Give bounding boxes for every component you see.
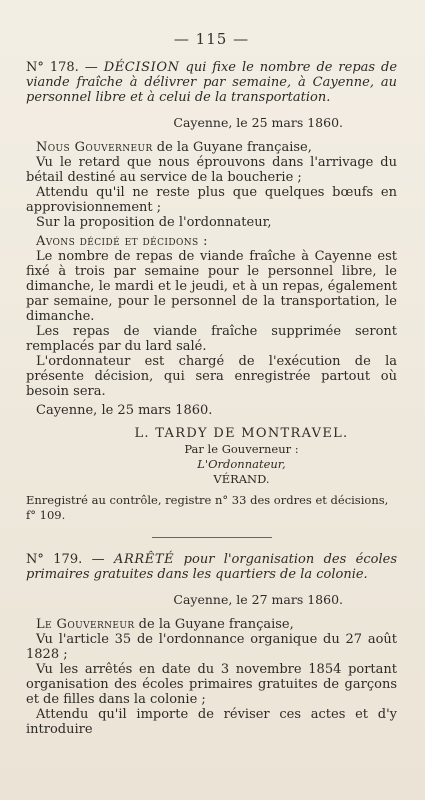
- page-number: — 115 —: [173, 30, 250, 48]
- entry-179-preamble-rest: de la Guyane française,: [134, 617, 294, 632]
- section-divider: [152, 537, 272, 538]
- entry-178-article-3: L'ordonnateur est chargé de l'exécution de la présente décision, qui sera enregistrée partout où besoin sera.: [26, 354, 397, 399]
- entry-178-signature-role: L'Ordonnateur,: [197, 457, 286, 471]
- entry-178-title: DÉCISION: [103, 60, 180, 75]
- entry-178-preamble-caps: Nous Gouverneur: [36, 140, 153, 155]
- entry-179-dash: —: [82, 552, 115, 567]
- entry-178-subject: qui fixe le nombre de repas de viande fraîche à délivrer par semaine, à Cayenne, au personnel libre et à celui de la transportation.: [26, 60, 398, 105]
- entry-178-register-note: Enregistré au contrôle, registre n° 33 des ordres et décisions, f° 109.: [26, 493, 389, 522]
- entry-178-article-1: Le nombre de repas de viande fraîche à Cayenne est fixé à trois par semaine pour le personnel libre, le dimanche, le mardi et le jeudi, et à un repas, également par semaine, pour le personnel de la transportation, le dimanche.: [26, 249, 397, 324]
- entry-179-subject: pour l'organisation des écoles primaires gratuites dans les quartiers de la colonie.: [26, 552, 398, 582]
- entry-179-attendu: Attendu qu'il importe de réviser ces actes et d'y introduire: [26, 707, 397, 737]
- entry-178-proposition: Sur la proposition de l'ordonnateur,: [36, 215, 272, 230]
- entry-179-vu-article: Vu l'article 35 de l'ordonnance organique du 27 août 1828 ;: [26, 632, 397, 662]
- entry-179-vu-arretes: Vu les arrêtés en date du 3 novembre 1854 portant organisation des écoles primaires gratuites de garçons et de filles dans la colonie ;: [26, 662, 397, 707]
- entry-178-signature-by: Par le Gouverneur :: [184, 442, 299, 456]
- entry-178-article-2: Les repas de viande fraîche supprimée seront remplacés par du lard salé.: [26, 324, 397, 354]
- entry-179-dateline: Cayenne, le 27 mars 1860.: [173, 592, 343, 607]
- entry-178-signature-name: L. TARDY DE MONTRAVEL.: [134, 426, 349, 441]
- entry-178-heading: [26, 60, 397, 105]
- entry-179: [26, 552, 397, 737]
- entry-178-vu: Vu le retard que nous éprouvons dans l'arrivage du bétail destiné au service de la boucherie ;: [26, 155, 397, 185]
- entry-178: [26, 60, 397, 523]
- entry-178-countersign: VÉRAND.: [213, 472, 270, 486]
- entry-178-dateline: Cayenne, le 25 mars 1860.: [173, 115, 343, 130]
- entry-179-title: ARRÊTÉ: [114, 552, 175, 567]
- entry-178-closing-date: Cayenne, le 25 mars 1860.: [36, 403, 213, 418]
- entry-178-dash: —: [78, 60, 104, 75]
- entry-178-preamble-rest: de la Guyane française,: [152, 140, 312, 155]
- entry-178-number: N° 178.: [26, 60, 79, 75]
- entry-178-preamble: [26, 140, 397, 155]
- entry-178-avons: [26, 234, 397, 249]
- entry-179-preamble-caps: Le Gouverneur: [36, 617, 135, 632]
- entry-179-preamble: [26, 617, 397, 632]
- entry-179-number: N° 179.: [26, 552, 83, 567]
- entry-178-avons-caps: Avons décidé et décidons :: [36, 234, 208, 249]
- entry-179-heading: [26, 552, 397, 582]
- entry-178-attendu: Attendu qu'il ne reste plus que quelques bœufs en approvisionnement ;: [26, 185, 397, 215]
